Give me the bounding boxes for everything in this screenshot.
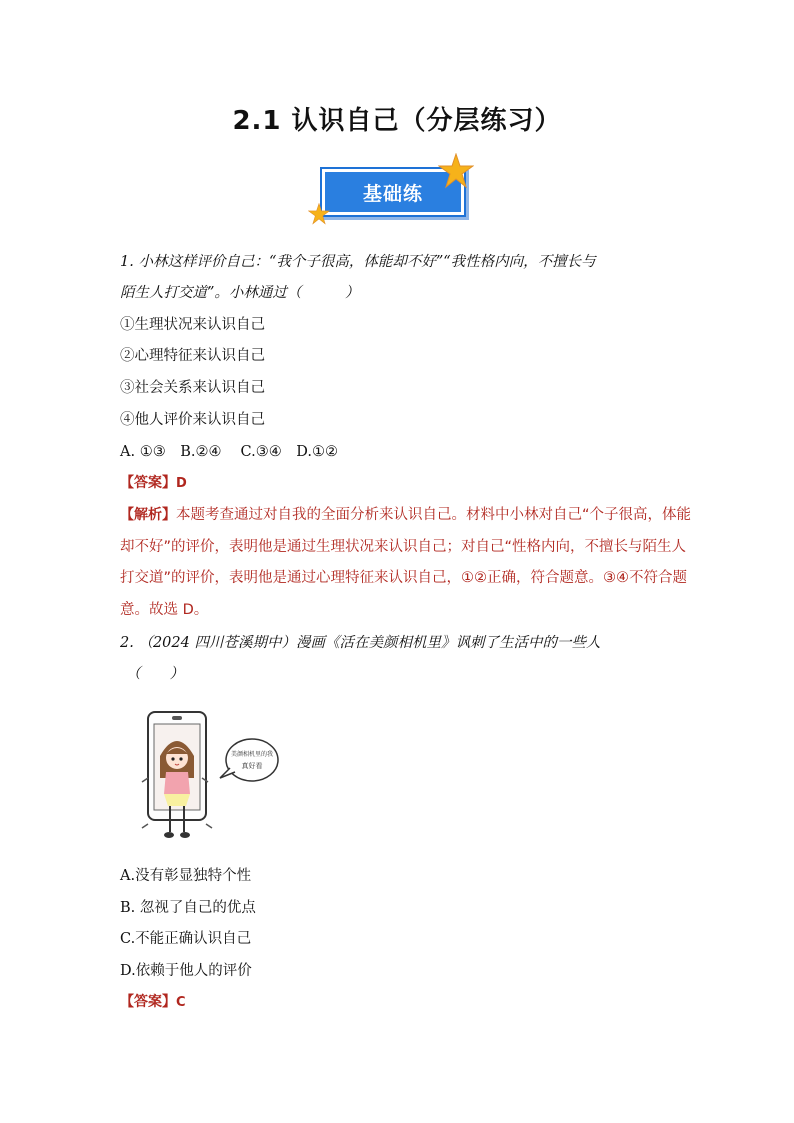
answer-value: C bbox=[176, 995, 186, 1010]
option-item: A.没有彰显独特个性 bbox=[120, 868, 252, 884]
analysis-line: 打交道”的评价，表明他是通过心理特征来认识自己，①②正确，符合题意。③④不符合题 bbox=[120, 570, 688, 586]
question-2-stem-cont: （ ） bbox=[126, 666, 184, 682]
star-icon bbox=[308, 203, 330, 225]
analysis-line: 【解析】本题考查通过对自我的全面分析来认识自己。材料中小林对自己“个子很高，体能 bbox=[120, 507, 692, 523]
option-item: D.依赖于他人的评价 bbox=[120, 963, 252, 979]
analysis-tag: 【解析】 bbox=[120, 507, 176, 523]
page-title: 2.1 认识自己（分层练习） bbox=[232, 106, 562, 136]
answer-tag: 【答案】 bbox=[120, 994, 176, 1010]
option-item: B. 忽视了自己的优点 bbox=[120, 900, 256, 916]
section-badge-label: 基础练 bbox=[325, 172, 461, 212]
star-icon bbox=[438, 153, 474, 189]
option-item: ④他人评价来认识自己 bbox=[120, 412, 265, 428]
analysis-line: 却不好”的评价，表明他是通过生理状况来认识自己；对自己“性格内向，不擅长与陌生人 bbox=[120, 539, 687, 555]
option-item: ②心理特征来认识自己 bbox=[120, 348, 265, 364]
answer-choices: A. ①③ B.②④ C.③④ D.①② bbox=[120, 444, 338, 460]
analysis-line: 意。故选 D。 bbox=[120, 602, 209, 618]
cartoon-phone-girl-illustration bbox=[140, 708, 280, 848]
option-item: C.不能正确认识自己 bbox=[120, 931, 252, 947]
answer-value: D bbox=[176, 476, 187, 491]
cartoon-image bbox=[140, 708, 280, 848]
section-badge bbox=[310, 155, 485, 227]
answer-tag: 【答案】 bbox=[120, 475, 176, 491]
question-1-stem-cont: 陌生人打交道”。小林通过（ ） bbox=[120, 285, 360, 301]
speech-bubble-text: 美颜相机里的我 bbox=[230, 751, 274, 758]
question-1-stem: 1. 小林这样评价自己：“我个子很高，体能却不好”“我性格内向，不擅长与 bbox=[120, 254, 596, 270]
question-2-stem: 2. （2024 四川苍溪期中）漫画《活在美颜相机里》讽刺了生活中的一些人 bbox=[120, 635, 601, 651]
option-item: ③社会关系来认识自己 bbox=[120, 380, 265, 396]
answer-row bbox=[120, 473, 187, 494]
answer-row bbox=[120, 992, 186, 1013]
option-item: ①生理状况来认识自己 bbox=[120, 317, 265, 333]
speech-bubble-text: 真好看 bbox=[241, 762, 263, 770]
